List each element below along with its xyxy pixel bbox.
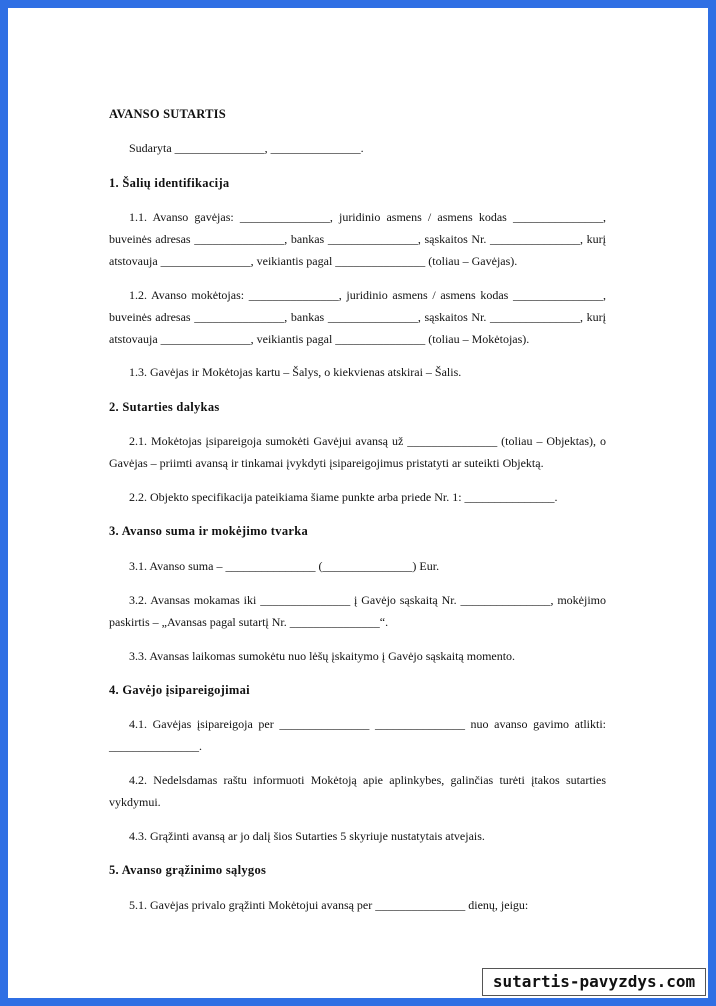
clause-5-1: 5.1. Gavėjas privalo grąžinti Mokėtojui avansą per _______________ dienų, jeigu: [129, 898, 529, 912]
section-heading-5: 5. Avanso grąžinimo sąlygos [109, 863, 267, 877]
clause-3-1: 3.1. Avanso suma – _______________ (_______________) Eur. [129, 559, 440, 573]
section-heading-4: 4. Gavėjo įsipareigojimai [109, 683, 250, 697]
clause-2-2: 2.2. Objekto specifikacija pateikiama šiame punkte arba priede Nr. 1: _______________. [129, 490, 558, 504]
clause-4-2: 4.2. Nedelsdamas raštu informuoti Mokėtoją apie aplinkybes, galinčias turėti įtakos sutarties vykdymui. [109, 773, 606, 809]
clause-2-1: 2.1. Mokėtojas įsipareigoja sumokėti Gavėjui avansą už _______________ (toliau – Objektas), o Gavėjas – priimti avansą ir tinkamai įvykdyti įsipareigojimus pristatyti ar suteikti Objektą. [109, 434, 606, 470]
section-heading-3: 3. Avanso suma ir mokėjimo tvarka [109, 524, 309, 538]
clause-1-3: 1.3. Gavėjas ir Mokėtojas kartu – Šalys, o kiekvienas atskirai – Šalis. [129, 365, 462, 379]
section-heading-1: 1. Šalių identifikacija [109, 176, 230, 190]
clause-4-3: 4.3. Grąžinti avansą ar jo dalį šios Sutarties 5 skyriuje nustatytais atvejais. [129, 829, 485, 843]
clause-1-1: 1.1. Avanso gavėjas: _______________, juridinio asmens / asmens kodas _______________, buveinės adresas _______________, bankas _______________, sąskaitos Nr. _______________, kurį atstovauja _______________, veikiantis pagal _______________ (toliau – Gavėjas). [109, 210, 606, 268]
clause-3-3: 3.3. Avansas laikomas sumokėtu nuo lėšų įskaitymo į Gavėjo sąskaitą momento. [129, 649, 516, 663]
clause-4-1: 4.1. Gavėjas įsipareigoja per _______________ _______________ nuo avanso gavimo atlikti: _______________. [109, 717, 606, 753]
intro-line: Sudaryta _______________, _______________. [129, 141, 364, 155]
site-watermark: sutartis-pavyzdys.com [482, 968, 706, 996]
clause-3-2: 3.2. Avansas mokamas iki _______________ į Gavėjo sąskaitą Nr. _______________, mokėjimo paskirtis – „Avansas pagal sutartį Nr. _______________“. [109, 593, 606, 629]
document-title: AVANSO SUTARTIS [109, 107, 226, 121]
clause-1-2: 1.2. Avanso mokėtojas: _______________, juridinio asmens / asmens kodas _______________, buveinės adresas _______________, bankas _______________, sąskaitos Nr. _______________, kurį atstovauja _______________, veikiantis pagal _______________ (toliau – Mokėtojas). [109, 288, 606, 346]
section-heading-2: 2. Sutarties dalykas [109, 400, 220, 414]
